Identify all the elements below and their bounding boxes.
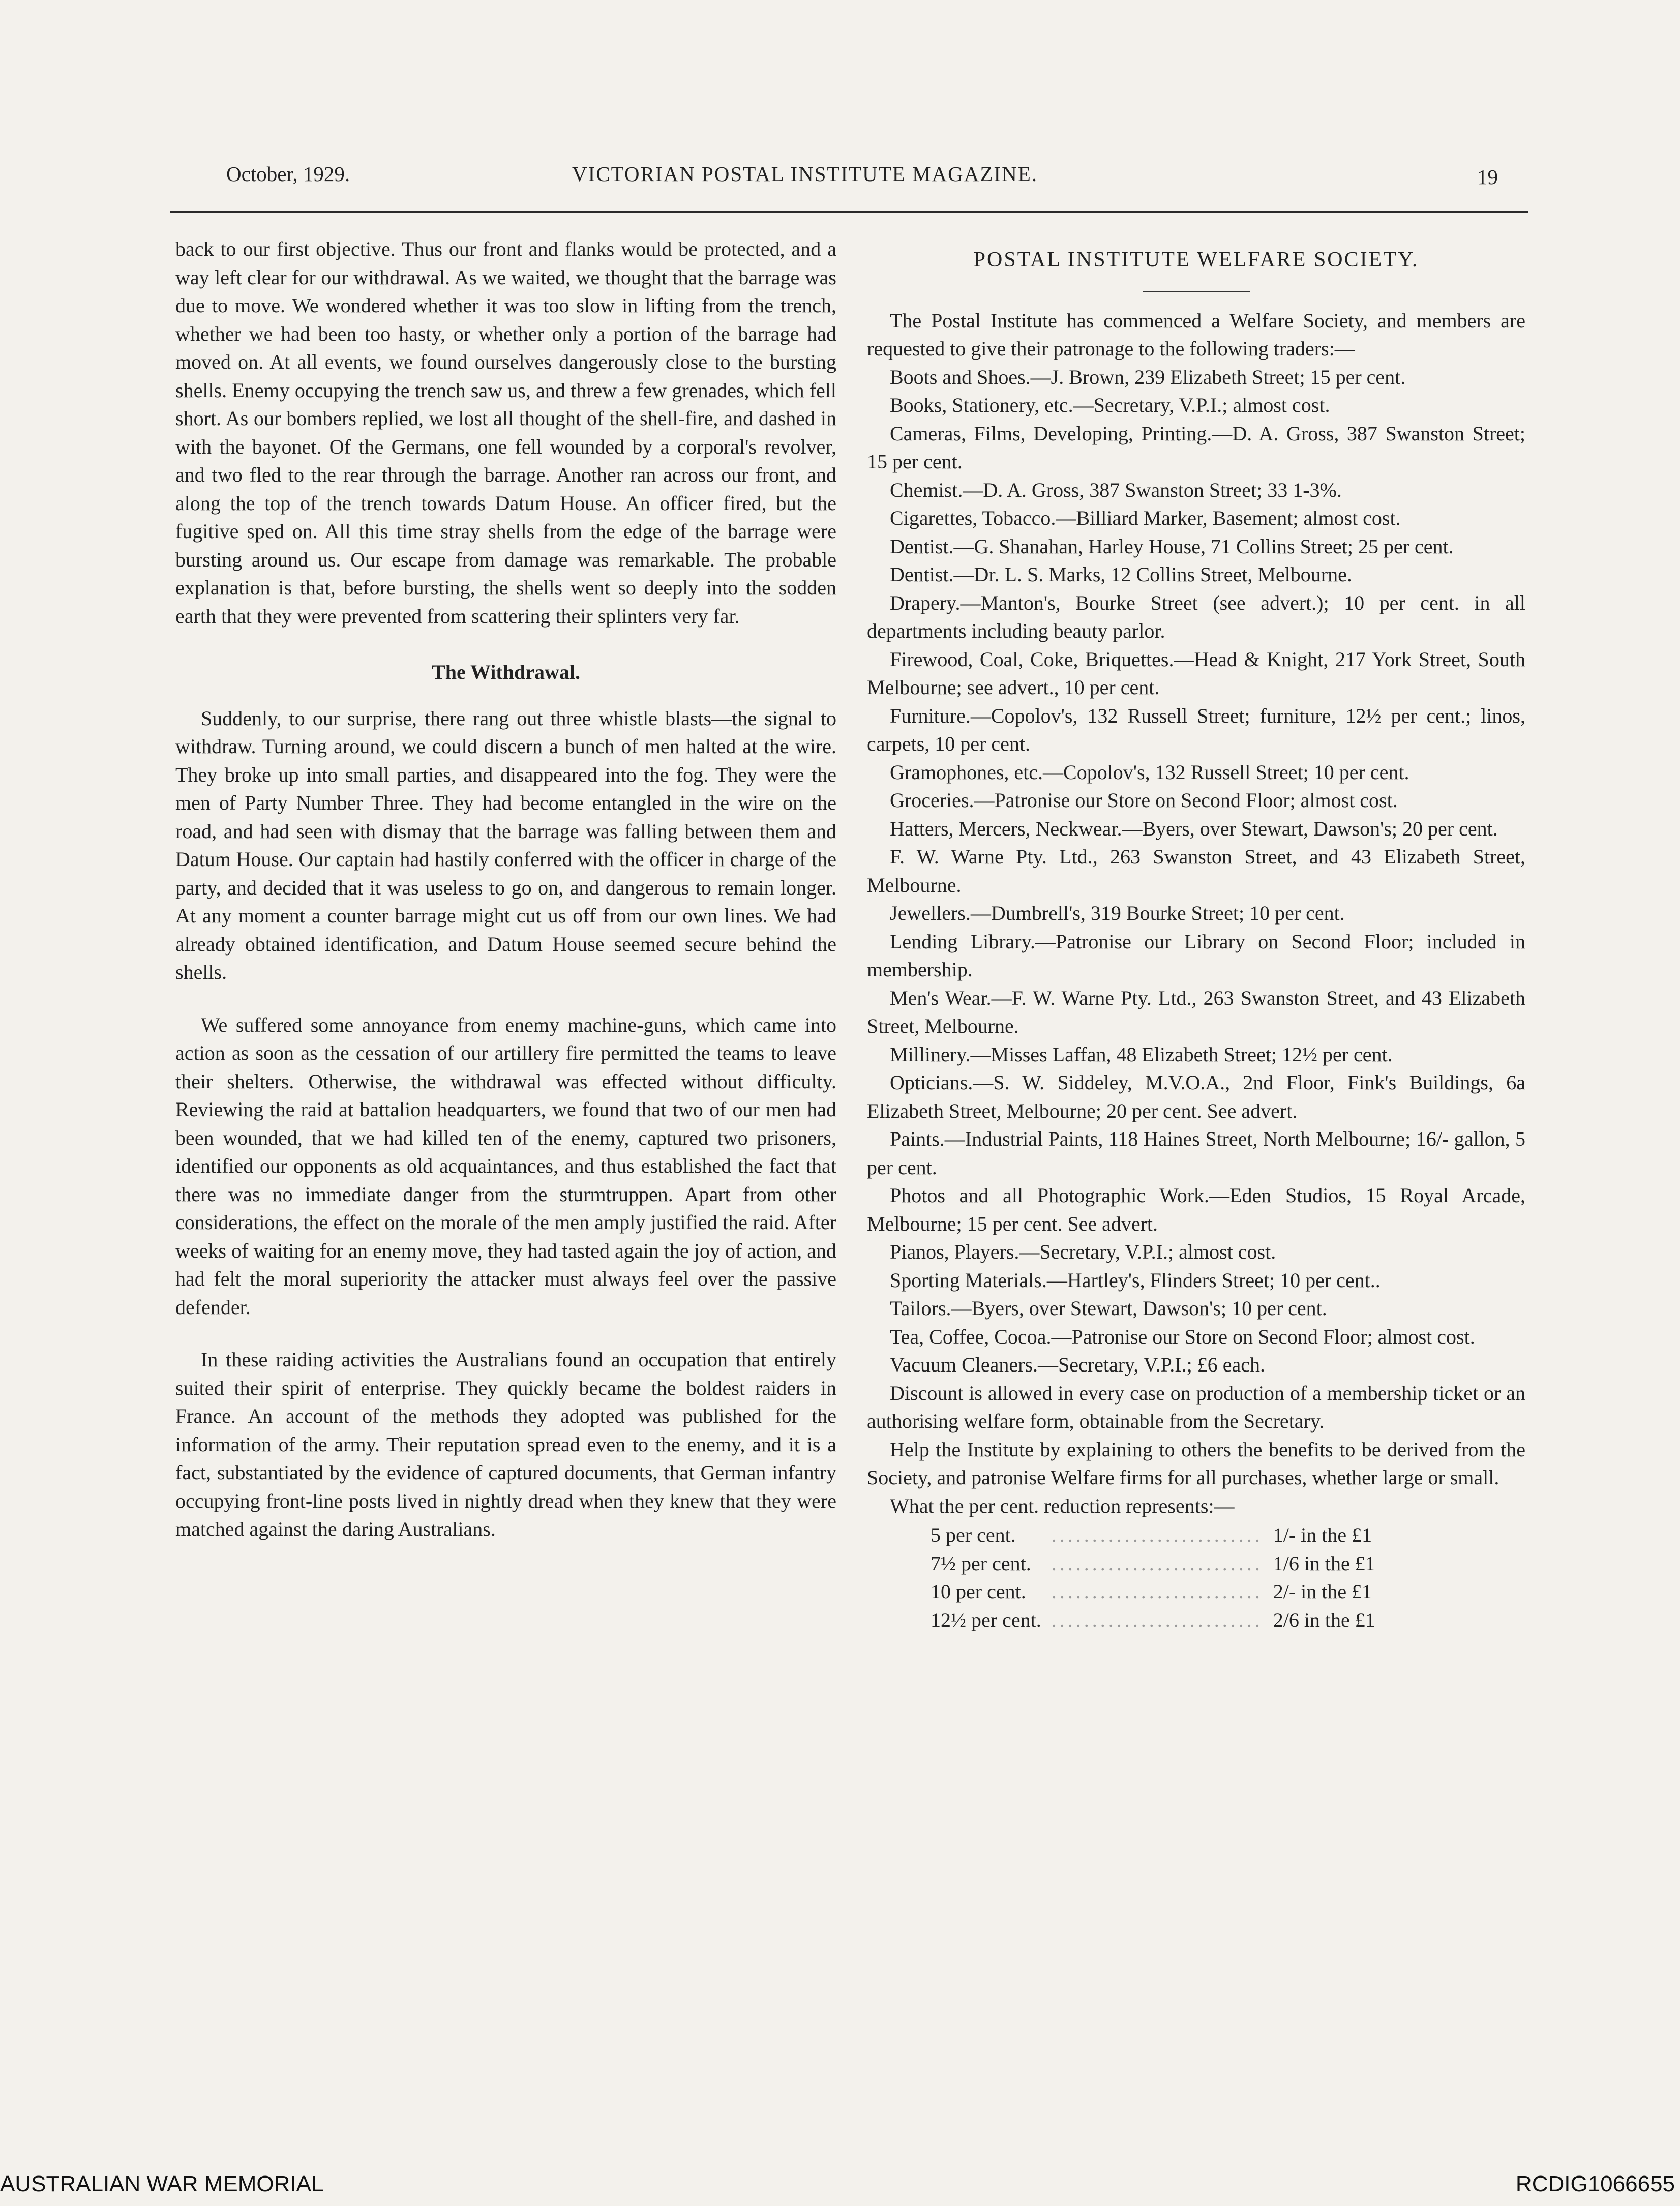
trader-entry: F. W. Warne Pty. Ltd., 263 Swanston Street, and 43 Elizabeth Street, Melbourne.	[867, 845, 1525, 897]
trader-entry: Boots and Shoes.—J. Brown, 239 Elizabeth Street; 15 per cent.	[890, 365, 1406, 389]
reduction-value: 1/- in the £1	[1273, 1524, 1372, 1546]
withdrawal-paragraph-1: Suddenly, to our surprise, there rang out three whistle blasts—the signal to withdraw. Turning around, we could discern a bunch of men halted at the wire. They broke up into small parties, and disappeared into the fog. They were the men of Party Number Three. They had become entangled in the wire on the road, and had seen with dismay that the barrage was falling between them and Datum House. Our captain had hastily conferred with the officer in charge of the party, and decided that it was useless to go on, and dangerous to remain longer. At any moment a counter barrage might cut us off from our own lines. We had already obtained identification, and Datum House seemed secure behind the shells.	[175, 706, 836, 983]
reduction-intro: What the per cent. reduction represents:—	[890, 1494, 1235, 1517]
page-number: 19	[1477, 165, 1498, 189]
trader-entry: Gramophones, etc.—Copolov's, 132 Russell Street; 10 per cent.	[890, 760, 1409, 784]
leader-dots: ..........................	[1051, 1608, 1263, 1631]
reduction-rate: 5 per cent.	[931, 1524, 1016, 1546]
reduction-rate: 10 per cent.	[931, 1580, 1026, 1603]
left-column	[175, 235, 836, 1543]
leader-dots: ..........................	[1051, 1552, 1263, 1575]
trader-entry: Drapery.—Manton's, Bourke Street (see advert.); 10 per cent. in all departments including beauty parlor.	[867, 591, 1525, 642]
welfare-society-heading: POSTAL INSTITUTE WELFARE SOCIETY.	[973, 248, 1419, 272]
reduction-value: 2/6 in the £1	[1273, 1608, 1375, 1631]
trader-entry: Tailors.—Byers, over Stewart, Dawson's; 10 per cent.	[890, 1297, 1327, 1320]
trader-entry: Dentist.—G. Shanahan, Harley House, 71 Collins Street; 25 per cent.	[890, 534, 1454, 558]
trader-entry: Chemist.—D. A. Gross, 387 Swanston Street; 33 1-3%.	[890, 478, 1342, 501]
trader-entry: Millinery.—Misses Laffan, 48 Elizabeth Street; 12½ per cent.	[890, 1042, 1393, 1066]
trader-entry: Sporting Materials.—Hartley's, Flinders Street; 10 per cent..	[890, 1268, 1381, 1292]
reduction-value: 1/6 in the £1	[1273, 1552, 1375, 1575]
reduction-row	[931, 1521, 1375, 1549]
trader-entry: Tea, Coffee, Cocoa.—Patronise our Store on Second Floor; almost cost.	[890, 1325, 1475, 1348]
trader-entry: Dentist.—Dr. L. S. Marks, 12 Collins Street, Melbourne.	[890, 563, 1352, 586]
trader-entry: Cameras, Films, Developing, Printing.—D. A. Gross, 387 Swanston Street; 15 per cent.	[867, 422, 1525, 473]
issue-date: October, 1929.	[226, 162, 350, 186]
header-rule	[170, 211, 1528, 213]
welfare-intro: The Postal Institute has commenced a Welfare Society, and members are requested to give their patronage to the following traders:—	[867, 309, 1525, 360]
magazine-title: VICTORIAN POSTAL INSTITUTE MAGAZINE.	[572, 162, 1038, 186]
leader-dots: ..........................	[1051, 1580, 1263, 1603]
trader-entry: Furniture.—Copolov's, 132 Russell Street; furniture, 12½ per cent.; linos, carpets, 10 per cent.	[867, 704, 1525, 755]
reduction-value: 2/- in the £1	[1273, 1580, 1372, 1603]
trader-entry: Jewellers.—Dumbrell's, 319 Bourke Street; 10 per cent.	[890, 902, 1345, 925]
reduction-row	[931, 1577, 1375, 1606]
withdrawal-paragraph-2: We suffered some annoyance from enemy machine-guns, which came into action as soon as the cessation of our artillery fire permitted the teams to leave their shelters. Otherwise, the withdrawal was effected without difficulty. Reviewing the raid at battalion headquarters, we found that two of our men had been wounded, that we had killed ten of the enemy, captured two prisoners, identified our opponents as old acquaintances, and thus established the fact that there was no immediate danger from the sturmtruppen. Apart from other considerations, the effect on the morale of the men amply justified the raid. After weeks of waiting for an enemy move, they had tasted again the joy of action, and had felt the moral superiority the attacker must always feel over the passive defender.	[175, 1013, 836, 1319]
page-header	[170, 162, 1528, 192]
trader-entry: Books, Stationery, etc.—Secretary, V.P.I.; almost cost.	[890, 394, 1330, 416]
trader-entry: Lending Library.—Patronise our Library on Second Floor; included in membership.	[867, 930, 1525, 981]
trader-entry: Firewood, Coal, Coke, Briquettes.—Head & Knight, 217 York Street, South Melbourne; see advert., 10 per cent.	[867, 647, 1525, 699]
trader-entry: Men's Wear.—F. W. Warne Pty. Ltd., 263 Swanston Street, and 43 Elizabeth Street, Melbourne.	[867, 986, 1525, 1037]
traders-list	[867, 363, 1525, 1379]
trader-entry: Cigarettes, Tobacco.—Billiard Marker, Basement; almost cost.	[890, 506, 1401, 529]
withdrawal-paragraph-3: In these raiding activities the Australians found an occupation that entirely suited their spirit of enterprise. They quickly became the boldest raiders in France. An account of the methods they adopted was published for the information of the army. Their reputation spread even to the enemy, and it is a fact, substantiated by the evidence of captured documents, that German infantry occupying front-line posts lived in nightly dread when they knew that they were matched against the daring Australians.	[175, 1348, 836, 1540]
trader-entry: Hatters, Mercers, Neckwear.—Byers, over Stewart, Dawson's; 20 per cent.	[890, 817, 1498, 840]
trader-entry: Photos and all Photographic Work.—Eden Studios, 15 Royal Arcade, Melbourne; 15 per cent. See advert.	[867, 1184, 1525, 1235]
reduction-rate: 7½ per cent.	[931, 1552, 1031, 1575]
reduction-rate: 12½ per cent.	[931, 1608, 1041, 1631]
archive-credit: AUSTRALIAN WAR MEMORIAL	[0, 2171, 324, 2196]
leader-dots: ..........................	[1051, 1524, 1263, 1546]
reduction-table	[931, 1521, 1375, 1634]
help-note: Help the Institute by explaining to others the benefits to be derived from the Society, and patronise Welfare firms for all purchases, whether large or small.	[867, 1438, 1525, 1489]
archive-id: RCDIG1066655	[1515, 2171, 1675, 2196]
reduction-row	[931, 1606, 1375, 1634]
reduction-row	[931, 1549, 1375, 1578]
intro-paragraph: back to our first objective. Thus our front and flanks would be protected, and a way left clear for our withdrawal. As we waited, we thought that the barrage was due to move. We wondered whether it was too slow in lifting from the trench, whether we had been too hasty, or whether only a portion of the barrage had moved on. At all events, we found ourselves dangerously close to the bursting shells. Enemy occupying the trench saw us, and threw a few grenades, which fell short. As our bombers replied, we lost all thought of the shell-fire, and dashed in with the bayonet. Of the Germans, one fell wounded by a corporal's revolver, and two fled to the rear through the barrage. Another ran across our front, and along the top of the trench towards Datum House. An officer fired, but the fugitive sped on. All this time stray shells from the edge of the barrage were bursting around us. Our escape from damage was remarkable. The probable explanation is that, before bursting, the shells went so deeply into the sodden earth that they were prevented from scattering their splinters very far.	[175, 237, 836, 628]
right-column	[867, 235, 1525, 1634]
withdrawal-subheading: The Withdrawal.	[432, 661, 580, 683]
trader-entry: Paints.—Industrial Paints, 118 Haines Street, North Melbourne; 16/- gallon, 5 per cent.	[867, 1127, 1525, 1179]
trader-entry: Opticians.—S. W. Siddeley, M.V.O.A., 2nd Floor, Fink's Buildings, 6a Elizabeth Street, Melbourne; 20 per cent. See advert.	[867, 1071, 1525, 1122]
heading-divider	[1143, 291, 1250, 292]
trader-entry: Pianos, Players.—Secretary, V.P.I.; almost cost.	[890, 1240, 1276, 1263]
discount-note: Discount is allowed in every case on production of a membership ticket or an authorising welfare form, obtainable from the Secretary.	[867, 1381, 1525, 1433]
trader-entry: Vacuum Cleaners.—Secretary, V.P.I.; £6 each.	[890, 1353, 1265, 1376]
trader-entry: Groceries.—Patronise our Store on Second Floor; almost cost.	[890, 789, 1398, 812]
